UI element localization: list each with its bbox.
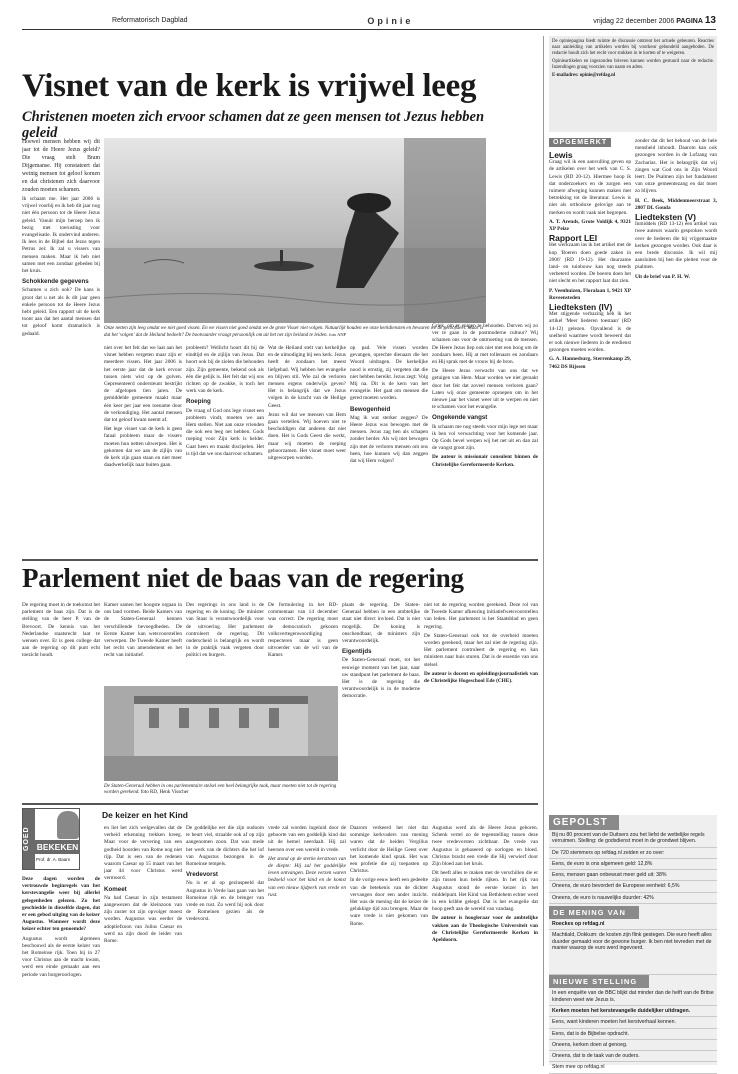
sidebar-column-2: zonder dat dit het behoud van de hele mensheid inhoudt. Daarom kan ook gezongen worden in de Lofzang van Zacharias. Het is belangrijk dat wij zingen wat God ons in Zijn Woord leert. De Psalmen zijn het fundament van onze gemeentezang en dat moet zo blijven. H. C. Beek, Middenmeerstraat 3, 2807 DL Gouda Liedteksten (V) Inmiddels (RD 13-12) een artikel van twee auteurs waarin gesproken wordt over de liederen die bij vrijgemaakte kerken gezongen worden. Ook daar is een brede discussie. Ik wil mij aansluiten bij hen die pleiten voor de psalmen. Uit de brief van P. H. W. <box>635 138 717 280</box>
boat-photo-graphic <box>104 138 486 323</box>
parlement-caption: De Staten-Generaal hebben in ons parlementaire stelsel een heel belangrijke taak, maar moeten niet tot de regering worden gerekend. foto RD, Henk Visscher <box>104 784 337 796</box>
poll-result-row: Oneens, de euro is nauwelijks duurder: 42% <box>549 893 717 904</box>
sidebar-column-1: Lewis Graag wil ik een aanvulling geven op de artikelen over het werk van C. S. Lewis (RD 20-12). Hiermee hoop ik dat onderzoekers en de zorgen een ruimere afweging kunnen maken met betrekking tot de literatuur. Lewis is niet als orthodoxe gelovige aan te merken en wordt vaak niet begrepen. A. T. Arends, Grote Voldijk 4, 9321 XP Peize Rapport LEI Het werkzaam las ik het artikel met de kop 'Boeren doen goede zaken in 2006' (RD 19-12). Het duurzame land- en tuinbouw kan nog steeds verbeterd worden. De boeren doen het niet slecht en het rapport laat dat zien. P. Veenhuizen, Floralaan 1, 9421 XP Roveensteden Liedteksten (IV) Met stijgende verbazing heb ik het artikel 'Meer liederen toestaan' (RD 14-12) gelezen. Opvallend is de snelheid waarmee wordt beweerd dat er ook nieuwe liederen in de eredienst gezongen moeten worden. G. A. Hannesburg, Sterrenkamp 29, 7462 DS Rijssen <box>549 152 631 370</box>
mening-text: Machtiald, Dokkum: de kosten zijn flink gestegen. Die euro heeft alles duurder gemaakt voor de gewone burger. Ik ben niet tevreden met de manier waarop de euro werd ingevoerd. <box>549 930 717 975</box>
main-column-3: probleem? Wellicht hoort dit bij de eindtijd en de zijlijn van Jezus. Dat hoort ook bij de zielen die behouden zijn. Zijn gemeente, bekend ook als één die gelijk is. Het feit dat wij ons richten op de zwakke, is toch het werk van de kerk. Roeping De vraag of God ons lege visnet een probleem vindt, moeten we aan Hem stellen. Niet aan onze vrienden die ook een leeg net hebben. Gods roeping voor Zijn kerk is helder. Gaat heen en maakt discipelen. Het is tijd dat we ons daarvoor schamen. <box>186 345 264 457</box>
poll-option[interactable]: Oneens, kerken doen al genoeg. <box>549 1040 717 1051</box>
keizer-column-6: Augustus werd als de Heere Jezus geboren. Schenk vertel zo de tegenstelling tussen deze twee vredevorsten zichtbaar. De vrede van Augustus is gebaseerd op oorlogen en bloed. Christus bracht een vrede die Hij verwierf door Zijn bloed aan het kruis. Dit heeft alles te maken met de verschillen die er zijn tussen hun beide rijken. In het rijk van Augustus stond de eerste keizer in het middelpunt. Het Kind van Bethlehem echter werd in een kribbe gelegd. Dat is het evangelie dat hoop geeft aan de wereld van vandaag. De auteur is hoogleraar voor de ambtelijke vakken aan de Theologische Universiteit van de Christelijke Gereformeerde Kerken in Apeldoorn. <box>432 825 538 944</box>
main-column-5: op pad. Vele vissen worden gevangen, oprechte dienaars die het Woord uitdragen. De kerkelijke nood is ernstig, zij vergeten dat die niet hebben bereikt. Jezus zegt: Volg Mij na. Dit is de kern van het evangelie. Het gaat om mensen die gered moeten worden. Bewogenheid Mag ik wat sterker zeggen? De Heere Jezus was bewogen met de mensen. Jezus zag hen als schapen zonder herder. Als wij niet bewogen zijn met de verloren mensen om ons heen, hoe kunnen wij dan zeggen dat wij Hem volgen? <box>350 345 428 465</box>
goed-label: GOED <box>23 809 35 869</box>
parlement-column-1: De regering moet in de toekomst het parlement de baas zijn. Dat is de stelling van de heer P. van de Brevoort. De kennis van het Nederlandse staatsrecht laat te wensen over. Er is geen college dat aan de regering op dit punt echt toezicht houdt. <box>22 602 100 659</box>
bekeken-label: BEKEKEN <box>36 842 79 852</box>
section-title: Opinie <box>367 15 414 26</box>
keizer-column-5: Daarom verkeerd het niet dat sommige kerkvaders van mening waren dat de heiden Vergilius verlicht door de Heilige Geest over het komende kind sprak. Het was een profetie die zij toepasten op Christus. In de vorige eeuw heeft een gedeelte van de betekenis van de dichter vervangen door een ander inzicht. Het was de mening dat de keizer de gelukkige tijd zou brengen. Maar de ware vrede is niet gekomen van Rome. <box>350 825 428 927</box>
keizer-column-2: en liet het zich welgevallen dat de verheid erkenning trekken kreeg. Maar voor de ververing van een godheid hoorden van Rome nog niet rijp. Dat is een van de redenen waarom Caesar op 15 maart van het jaar 44 voor Christus werd vermoord. Komeet Na had Caesar in zijn testament aangewezen dat de kleinzoon van zijn zuster tot zijn opvolger moest worden. Augustus was eerder de adoptiefzoon van Julius Caesar en werd na zijn dood de leider van Rome. <box>104 825 182 945</box>
goed-bekeken-logo <box>22 808 80 870</box>
author-caption: Prof. dr. A. Baars <box>36 857 71 862</box>
page-header <box>22 12 716 30</box>
parliament-photo-graphic <box>104 686 338 781</box>
poll-option[interactable]: Eens, dat is de Bijbelse opdracht. <box>549 1029 717 1040</box>
parlement-column-3: Des regerings in ons land is de regering en de koning. De minister van Staat is verantwoordelijk voor de uitvoering. Het parlement controleert de regering. Dit onderscheid is belangrijk en wordt in de praktijk vaak vergeten door politici en burgers. <box>186 602 264 659</box>
vote-link[interactable]: Stem mee op refdag.nl <box>549 1062 717 1073</box>
gepolst-title: GEPOLST <box>549 815 619 830</box>
gepolst-poll-box <box>549 815 717 1071</box>
keizer-column-3: De goddelijke eer die zijn oudoom te beurt viel, straalde ook af op zijn aangenomen zoon. Dat was mede het werk van de dichters die het lof van Augustus bezongen in de Romeinse tempels. Vredevorst Nu is er al op gezinspeeld dat Augustus in Verde laat gaan van het Romeinse rijk en de brenger van vrede en rust. Zo werd hij ook door de Romeinen gezien als de vredevorst. <box>186 825 264 923</box>
mening-title: DE MENING VAN <box>549 906 639 919</box>
parlement-photo <box>104 686 338 781</box>
poll-option[interactable]: Oneens, dat is de taak van de ouders. <box>549 1051 717 1062</box>
poll-result-row: Eens, de euro is ons algemeen geld: 12,8% <box>549 859 717 870</box>
divider <box>22 803 538 805</box>
divider <box>22 559 538 561</box>
keizer-headline: De keizer en het Kind <box>102 810 188 820</box>
article-photo <box>104 138 486 323</box>
parlement-column-4: De formulering in het RD-commentaar van 14 december was correct. De regering moet de democratisch gekozen volksvertegenwoordiging respecteren maar is geen uitvoerder van de wil van de Kamer. <box>268 602 338 659</box>
main-column-4: Wat de Heiland stelt van kerkelijke en de uitnodiging bij een kerk. Jezus heeft de zondaars het meest liefgehad. Wij hebben het evangelie en blijven stil. Wie zal de verloren mensen ergens onderwijs geven? Het is belangrijk dat we Jezus volgen in de kracht van de Heilige Geest. Jezus wil dat we mensen van Hem gaan vertellen. Wij hoeven niet te beschuldigen dat anderen dat niet doen. Het is Gods Geest die werkt, maar wij moeten de roeping gehoorzamen. Het visnet moet weer uitgeworpen worden. <box>268 345 346 462</box>
parlement-column-6: niet tot de regering worden gerekend. Deze rol van de Tweede Kamer afkeuring initiatiefwetsvoorstellen van leden. Het parlement is het Staatsblad en geen regering. De Staten-Generaal ook tot de overheid moeten worden gerekend, maar het zal niet de regering zijn. Het parlement controleert de regering en kan ministers naar huis sturen. Dat is de essentie van ons stelsel. De auteur is docent en opleidingsjournalistiek van de Christelijke Hogeschool Ede (CHE). <box>424 602 538 685</box>
nieuwe-stelling-title: NIEUWE STELLING <box>549 975 649 988</box>
photo-caption: Onze netten zijn leeg omdat we niet goed vissen. En we vissen niet goed omdat we de grote Visser niet volgen. Natuurlijk houden we onze kerkdiensten en bewaren we de geloofsleer. Maar is dat het 'volgen' dat de Heiland bedoelt? De bootvaarder vraagt persoonlijk om uit het net zijn heiland te leiden. foto ANP <box>104 326 484 339</box>
main-column-2: niet over het feit dat we laat aan het visnet hebben vergeten maar zijn er meerdere vissen. Het jaar 2006 is het eerste jaar dat de kerk ervoor tussen niets wist op de golven. Gepresenteerd ondersteunt bestrijkt de afgelopen tien jaren. De gemiddelde gemeente maakt maar één keer per jaar een toename door de verkondiging. Het aantal mensen dat tot geloof kwam neemt af. Het lege visnet van de kerk is geen fataal probleem maar de vissers moeten hun netten uitwerpen. Het is gekomen dat we aan de zijlijn van de kerk zijn gaan staan en niet meer daadwerkelijk naar buiten gaan. <box>104 345 182 469</box>
poll-question: Bij nu 80 procent van de Duitsers zou het liefst de wettelijke regels verruimen. Stelling: de godsdienst moet in de grondwet blijven. <box>549 830 717 848</box>
opinion-intro-box: De opiniepagina biedt ruimte de discussie omtrent het actuele gebeuren. Reacties naar aanleiding van artikelen worden bij voorkeur gebundeld aangeboden. De redactie houdt zich het recht voor stukken in te korten of te weigeren. Opinieartikelen en ingezonden brieven kunnen worden gestuurd naar de redactie. Inzendingen graag voorzien van naam en adres. E-mailadres: opinie@refdag.nl <box>549 36 717 132</box>
poll-result-row: Oneens, de euro bevordert de Europese eenheid: 6,5% <box>549 881 717 892</box>
main-column-1: Hoewel mensen hebben wij dit jaar tot de Heere Jezus geleid? Die vraag stelt Bram Dijgemanse. Hij constateert dat weinig mensen tot geloof komen en dat christenen zich daarvoor zouden moeten schamen. Ik schaam me. Het jaar 2006 is vrijwel voorbij en ik heb dit jaar nog niet één persoon tot de Heere Jezus geleid. Vanuit mijn beroep ben ik bezig met toerusting voor evangelisatie. Ik ondervind anderen. Ik lees in de Bijbel dat Jezus tegen Petrus zei: Ik zal u vissers van mensen maken. Maar ik heb niet samen met een zondaar gebeden bij het kruis. Schokkende gegevens Schamen u zich ook? De kans is groot dat u net als ik dit jaar geen enkele persoon tot de Heere Jezus hebt geleid. Een rapport uit de kerk toont aan dat het aantal mensen dat tot geloof komt dramatisch is gedaald. <box>22 139 100 337</box>
page-info: vrijdag 22 december 2006 PAGINA 13 <box>593 15 716 26</box>
main-subheadline: Christenen moeten zich ervoor schamen dat ze geen mensen tot Jezus hebben geleid <box>22 109 485 141</box>
keizer-column-4: vrede zal worden ingeluid door de geboorte van een goddelijk kind dat uit de hemel neerdaalt. Hij zal heersen over een wereld in vrede. Het stond op de sterke kersttoon van de diepte: Hij zal het goddelijke leven ontvangen. Deze verzen waren bedoeld voor het kind en de komst van een nieuw tijdperk van vrede en rust. <box>268 825 346 898</box>
keizer-column-1: Deze dagen worden de vertrouwde beginregels van het kerstevangelie weer bij allerlei gelegenheden gelezen. Zo het geschiedde in diezelfde dagen, dat er een gebod uitging van de keizer Augustus. Wanneer wordt deze keizer echter ten genoemde? Augustus wordt algemeen beschouwd als de eerste keizer van het Romeinse rijk. Toen hij in 27 voor Christus aan de macht kwam, werd een einde gemaakt aan een periode van burgeroorlogen. <box>22 876 100 978</box>
opgemerkt-label: OPGEMERKT <box>549 138 611 147</box>
poll-result-row: Eens, mensen gaan onbewust meer geld uit: 38% <box>549 870 717 881</box>
nieuwe-stelling-question: Kerken moeten het kerstevangelie duidelijker uitdragen. <box>549 1006 717 1017</box>
parlement-headline: Parlement niet de baas van de regering <box>22 563 464 593</box>
author-photo <box>57 811 79 839</box>
parlement-column-2: Kamer samen het hoogste orgaan in ons land vormen. Beide Kamers van de Staten-Generaal kennen verschillende bevoegdheden. De Eerste Kamer kan wetsvoorstellen verwerpen. De Tweede Kamer heeft het recht van amendement en het recht van initiatief. <box>104 602 182 659</box>
parlement-column-5: plaats de regering. De Staten-Generaal hebben in een ambtelijke staat niet direct invloed. Dat is niet mogelijk. De koning is onschendbaar, de ministers zijn verantwoordelijk. Eigentijds De Staten-Generaal moet, tot het eeuwige moment van het jaar, naar uw standpunt het parlement de baas. Het is de regering die verantwoordelijk is in de moderne democratie. <box>342 602 420 700</box>
sidebar-divider <box>543 36 544 1066</box>
paper-name: Reformatorisch Dagblad <box>112 17 188 24</box>
mening-subtitle: Roeckes op refdag.nl <box>549 919 717 930</box>
main-column-6: Griek, om er enigen te behouden. Durven wij zo ver te gaan in de postmoderne cultuur? Wij schamen ons voor de ontmoeting van de mensen. De Heere Jezus liep ook niet met een boog om de zondaars heen. Hij at met tollenaars en zondaars en Hij sprak met de vrouw bij de bron. De Heere Jezus verwacht van ons dat we getuigen van Hem. Maar worden we niet geraakt door het feit dat zoveel mensen verloren gaan? Laten wij onze gemeente oproepen om in het nieuwe jaar het visnet weer uit te werpen en niet te schamen voor het evangelie. Ongekende vangst Ik schaam me nog steeds voor mijn lege net maar ik ben vol verwachting voor het komende jaar. Op Gods bevel werpen wij het net uit en dan zal de vangst groot zijn. De auteur is missionair consulent binnen de Christelijke Gereformeerde Kerken. <box>432 323 538 468</box>
poll-result-row: De 720 stemmers op refdag.nl zeiden er zo over: <box>549 848 717 859</box>
nieuwe-stelling-text: In een enquête van de BBC blijkt dat minder dan de helft van de Britse kinderen weet wie Jezus is. <box>549 988 717 1006</box>
main-headline: Visnet van de kerk is vrijwel leeg <box>22 68 477 104</box>
poll-option[interactable]: Eens, want kinderen moeten het kerstverhaal kennen. <box>549 1017 717 1028</box>
